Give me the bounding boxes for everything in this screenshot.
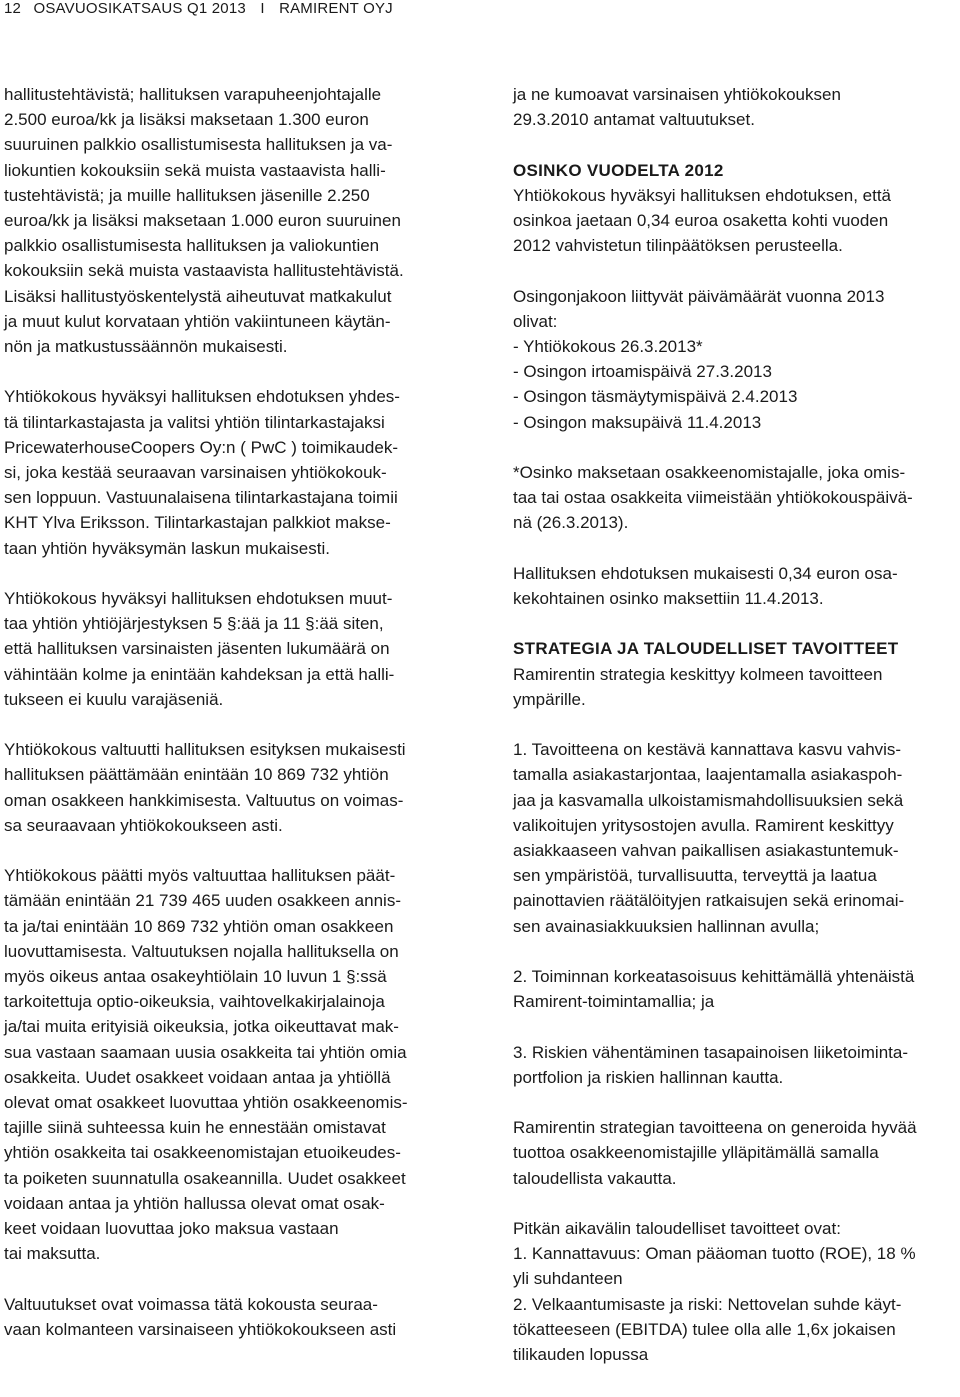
text-line: Valtuutukset ovat voimassa tätä kokousta seuraa- bbox=[4, 1294, 378, 1314]
text-line: yli suhdanteen bbox=[513, 1269, 623, 1289]
text-line: hallituksen päättämään enintään 10 869 732 yhtiön bbox=[4, 765, 389, 785]
paragraph bbox=[513, 284, 960, 435]
section-heading: OSINKO VUODELTA 2012 bbox=[513, 160, 724, 180]
text-line: ja muut kulut korvataan yhtiön vakiintuneen käytän- bbox=[4, 311, 391, 331]
text-line: yhtiön osakkeita tai osakkeenomistajan etuoikeudes- bbox=[4, 1143, 401, 1163]
text-line: tuottoa osakkeenomistajille ylläpitämällä samalla bbox=[513, 1143, 879, 1163]
text-line: tökatteeseen (EBITDA) tulee olla alle 1,6x jokaisen bbox=[513, 1319, 896, 1339]
paragraph bbox=[513, 561, 960, 611]
text-line: oman osakkeen hankkimisesta. Valtuutus on voimas- bbox=[4, 790, 404, 810]
text-line: portfolion ja riskien hallinnan kautta. bbox=[513, 1067, 784, 1087]
left-column bbox=[4, 82, 444, 1367]
text-line: 29.3.2010 antamat valtuutukset. bbox=[513, 110, 755, 130]
text-line: sua vastaan saamaan uusia osakkeita tai yhtiön omia bbox=[4, 1042, 407, 1062]
text-line: tajille siinä suhteessa kuin he ennestään omistavat bbox=[4, 1118, 386, 1138]
paragraph bbox=[513, 964, 960, 1014]
text-line: asiakkaaseen vahvan paikallisen asiakastuntemuk- bbox=[513, 841, 899, 860]
text-line: tä tilintarkastajasta ja valitsi yhtiön tilintarkastajaksi bbox=[4, 412, 385, 432]
text-line: 1. Tavoitteena on kestävä kannattava kasvu vahvis- bbox=[513, 740, 902, 760]
text-line: Ramirentin strategian tavoitteena on generoida hyvää bbox=[513, 1118, 917, 1138]
text-line: myös oikeus antaa osakeyhtiölain 10 luvun 1 §:ssä bbox=[4, 967, 387, 987]
text-line: olevat omat osakkeet luovuttaa yhtiön osakkeenomis- bbox=[4, 1093, 408, 1113]
text-line: Yhtiökokous hyväksyi hallituksen ehdotuksen, että bbox=[513, 185, 892, 205]
text-line: sa seuraavaan yhtiökokoukseen asti. bbox=[4, 815, 283, 835]
text-line: 2. Toiminnan korkeatasoisuus kehittämällä yhtenäistä bbox=[513, 967, 915, 986]
text-line: ta poiketen suunnatulla osakeannilla. Uudet osakkeet bbox=[4, 1168, 406, 1188]
text-line: sen avainasiakkuuksien hallinnan avulla; bbox=[513, 916, 820, 936]
report-title: OSAVUOSIKATSAUS Q1 2013 bbox=[33, 0, 246, 17]
text-line: si, joka kestää seuraavan varsinaisen yhtiökokouk- bbox=[4, 463, 387, 483]
text-line: osinkoa jaetaan 0,34 euroa osaketta kohti vuoden bbox=[513, 211, 889, 230]
paragraph bbox=[513, 158, 960, 259]
text-line: vähintään kolme ja enintään kahdeksan ja että halli- bbox=[4, 664, 395, 684]
text-line: 1. Kannattavuus: Oman pääoman tuotto (ROE), 18 % bbox=[513, 1244, 916, 1264]
section-heading: STRATEGIA JA TALOUDELLISET TAVOITTEET bbox=[513, 639, 899, 659]
text-line: hallitustehtävistä; hallituksen varapuheenjohtajalle bbox=[4, 85, 382, 104]
text-line: 3. Riskien vähentäminen tasapainoisen liiketoiminta- bbox=[513, 1042, 908, 1062]
paragraph bbox=[513, 636, 960, 712]
text-line: Osingonjakoon liittyvät päivämäärät vuonna 2013 bbox=[513, 286, 885, 306]
header-separator: I bbox=[260, 0, 265, 17]
text-line: tamalla asiakastarjontaa, laajentamalla asiakaspoh- bbox=[513, 765, 903, 785]
text-line: *Osinko maksetaan osakkeenomistajalle, joka omis- bbox=[513, 463, 906, 482]
text-line: tämään enintään 21 739 465 uuden osakkeen annis- bbox=[4, 891, 401, 911]
text-line: luovuttamisesta. Valtuutuksen nojalla hallituksella on bbox=[4, 941, 399, 961]
page-header bbox=[4, 0, 393, 17]
text-line: Pitkän aikavälin taloudelliset tavoitteet ovat: bbox=[513, 1218, 841, 1238]
text-line: taloudellista vakautta. bbox=[513, 1168, 677, 1188]
paragraph bbox=[513, 82, 960, 132]
text-line: suuruinen palkkio osallistumisesta hallituksen ja va- bbox=[4, 135, 393, 155]
text-line: Yhtiökokous valtuutti hallituksen esityksen mukaisesti bbox=[4, 740, 406, 760]
text-line: tilikauden lopussa bbox=[513, 1345, 649, 1364]
text-line: olivat: bbox=[513, 311, 558, 331]
text-line: Yhtiökokous hyväksyi hallituksen ehdotuksen muut- bbox=[4, 589, 393, 609]
text-line: taan yhtiön hyväksymän laskun mukaisesti. bbox=[4, 538, 330, 558]
paragraph bbox=[513, 1040, 960, 1090]
text-line: nä (26.3.2013). bbox=[513, 513, 629, 533]
company-name: RAMIRENT OYJ bbox=[279, 0, 393, 17]
text-line: Yhtiökokous päätti myös valtuuttaa hallituksen päät- bbox=[4, 866, 396, 886]
text-line: - Osingon maksupäivä 11.4.2013 bbox=[513, 412, 762, 432]
page-number: 12 bbox=[4, 0, 22, 17]
paragraph bbox=[513, 1115, 960, 1191]
text-line: vaan kolmanteen varsinaiseen yhtiökokoukseen asti bbox=[4, 1319, 397, 1339]
text-line: KHT Ylva Eriksson. Tilintarkastajan palkkiot makse- bbox=[4, 513, 391, 533]
text-line: - Osingon irtoamispäivä 27.3.2013 bbox=[513, 362, 772, 382]
paragraph bbox=[513, 737, 960, 939]
text-line: - Yhtiökokous 26.3.2013* bbox=[513, 337, 703, 356]
text-line: nön ja matkustussäännön mukaisesti. bbox=[4, 337, 288, 357]
text-line: tarkoitettuja optio-oikeuksia, vaihtovelkakirjalainoja bbox=[4, 992, 385, 1012]
paragraph bbox=[4, 384, 444, 560]
text-line: - Osingon täsmäytymispäivä 2.4.2013 bbox=[513, 387, 798, 407]
text-line: valikoitujen yritysostojen avulla. Ramirent keskittyy bbox=[513, 815, 894, 835]
text-line: Lisäksi hallitustyöskentelystä aiheutuvat matkakulut bbox=[4, 286, 392, 306]
right-column bbox=[513, 82, 960, 1392]
text-line: 2. Velkaantumisaste ja riski: Nettovelan suhde käyt- bbox=[513, 1294, 902, 1314]
text-line: Ramirent-toimintamallia; ja bbox=[513, 992, 715, 1012]
text-line: sen ympäristöä, turvallisuutta, terveyttä ja laatua bbox=[513, 866, 877, 886]
text-line: kekohtainen osinko maksettiin 11.4.2013. bbox=[513, 589, 824, 608]
text-line: liokuntien kokouksiin sekä muista vastaavista halli- bbox=[4, 160, 386, 180]
text-line: PricewaterhouseCoopers Oy:n ( PwC ) toimikaudek- bbox=[4, 437, 398, 457]
paragraph bbox=[4, 1292, 444, 1342]
text-line: että hallituksen varsinaisten jäsenten lukumäärä on bbox=[4, 639, 390, 659]
text-line: taa yhtiön yhtiöjärjestyksen 5 §:ää ja 11 §:ää siten, bbox=[4, 614, 384, 634]
text-line: ja/tai muita erityisiä oikeuksia, jotka oikeuttavat mak- bbox=[4, 1017, 399, 1037]
text-line: Hallituksen ehdotuksen mukaisesti 0,34 euron osa- bbox=[513, 563, 898, 583]
paragraph bbox=[4, 82, 444, 359]
text-line: 2.500 euroa/kk ja lisäksi maksetaan 1.300 euron bbox=[4, 110, 369, 130]
text-line: Ramirentin strategia keskittyy kolmeen tavoitteen bbox=[513, 664, 883, 684]
paragraph bbox=[513, 460, 960, 536]
text-line: voidaan antaa ja yhtiön hallussa olevat omat osak- bbox=[4, 1193, 385, 1213]
paragraph bbox=[513, 1216, 960, 1367]
text-line: keet voidaan luovuttaa joko maksua vastaan bbox=[4, 1219, 339, 1239]
text-line: taa tai ostaa osakkeita viimeistään yhtiökokouspäivä- bbox=[513, 488, 913, 508]
text-line: kokouksiin sekä muista vastaavista hallitustehtävistä. bbox=[4, 261, 404, 281]
text-line: ja ne kumoavat varsinaisen yhtiökokouksen bbox=[513, 85, 841, 104]
text-line: ympärille. bbox=[513, 689, 586, 709]
text-line: sen loppuun. Vastuunalaisena tilintarkastajana toimii bbox=[4, 488, 398, 508]
paragraph bbox=[4, 863, 444, 1266]
text-line: jaa ja kasvamalla ulkoistamismahdollisuuksien sekä bbox=[513, 790, 904, 810]
text-line: osakkeita. Uudet osakkeet voidaan antaa ja yhtiöllä bbox=[4, 1067, 391, 1087]
paragraph bbox=[4, 586, 444, 712]
text-line: painottavien räätälöityjen ratkaisujen sekä erinomai- bbox=[513, 891, 905, 911]
text-line: tukseen ei kuulu varajäseniä. bbox=[4, 689, 224, 709]
text-line: tai maksutta. bbox=[4, 1244, 101, 1264]
text-line: tustehtävistä; ja muille hallituksen jäsenille 2.250 bbox=[4, 185, 370, 205]
text-line: euroa/kk ja lisäksi maksetaan 1.000 euron suuruinen bbox=[4, 211, 401, 231]
text-line: ta ja/tai enintään 10 869 732 yhtiön oman osakkeen bbox=[4, 916, 394, 936]
text-line: palkkio osallistumisesta hallituksen ja valiokuntien bbox=[4, 236, 380, 256]
text-line: 2012 vahvistetun tilinpäätöksen perusteella. bbox=[513, 236, 843, 256]
paragraph bbox=[4, 737, 444, 838]
text-line: Yhtiökokous hyväksyi hallituksen ehdotuksen yhdes- bbox=[4, 387, 400, 407]
